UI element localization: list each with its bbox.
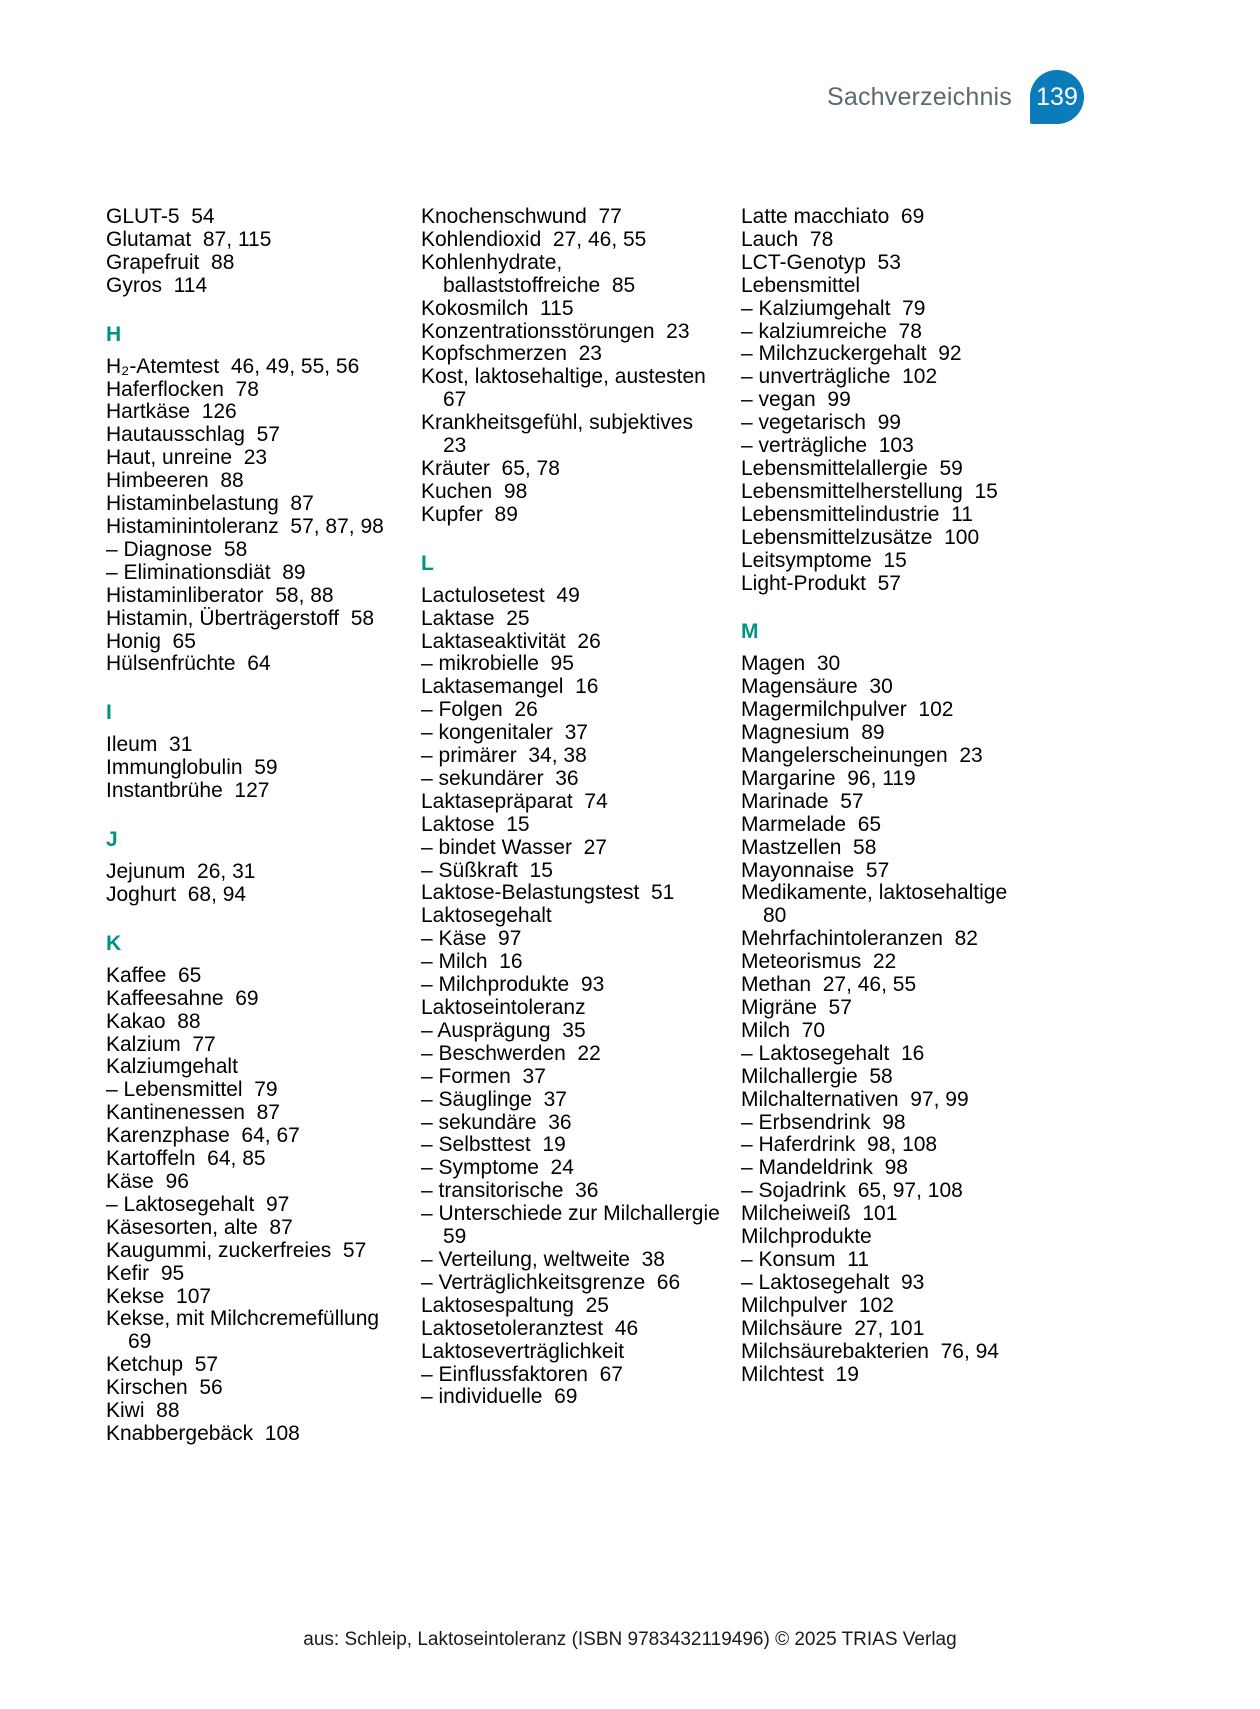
index-entry: Laktaseaktivität 26 [421, 629, 601, 653]
index-entry: Milchalternativen 97, 99 [741, 1087, 969, 1111]
index-entry: – primärer 34, 38 [421, 744, 587, 768]
index-entry: Kohlenhydrate, [421, 250, 563, 274]
index-entry: – Käse 97 [421, 927, 522, 951]
index-entry: Magensäure 30 [741, 675, 893, 699]
index-entry: – Unterschiede zur Milchallergie [421, 1202, 720, 1226]
letter-heading-m: M [741, 620, 759, 644]
index-entry: Hartkäse 126 [106, 400, 237, 424]
index-entry: 59 [443, 1225, 467, 1249]
index-entry: Kirschen 56 [106, 1376, 223, 1400]
index-entry: Magermilchpulver 102 [741, 698, 954, 722]
index-entry: Haut, unreine 23 [106, 446, 268, 470]
column-2 [421, 206, 741, 1446]
index-entry: Kaffeesahne 69 [106, 986, 259, 1010]
column-1 [106, 206, 421, 1446]
index-entry: – bindet Wasser 27 [421, 835, 607, 859]
index-entry: Kräuter 65, 78 [421, 456, 560, 480]
index-entry: Lactulosetest 49 [421, 583, 580, 607]
index-entry: Kupfer 89 [421, 502, 518, 526]
letter-heading-i: I [106, 701, 112, 725]
index-entry: Milchallergie 58 [741, 1064, 893, 1088]
index-entry: Milcheiweiß 101 [741, 1202, 898, 1226]
index-entry: Grapefruit 88 [106, 250, 235, 274]
index-entry: – Diagnose 58 [106, 537, 248, 561]
index-entry: Histaminliberator 58, 88 [106, 583, 334, 607]
index-entry: – Laktosegehalt 16 [741, 1041, 925, 1065]
index-entry: Laktoseverträglichkeit [421, 1339, 625, 1363]
index-entry: Kefir 95 [106, 1261, 185, 1285]
index-entry: Magen 30 [741, 652, 841, 676]
index-entry: Kohlendioxid 27, 46, 55 [421, 227, 647, 251]
index-entry: Milchsäure 27, 101 [741, 1316, 925, 1340]
page-number-badge [1030, 70, 1084, 124]
index-entry: Kekse 107 [106, 1284, 212, 1308]
index-entry: Methan 27, 46, 55 [741, 973, 917, 997]
index-entry: Lebensmittelherstellung 15 [741, 479, 998, 503]
index-entry: – sekundäre 36 [421, 1110, 572, 1134]
index-entry: Kokosmilch 115 [421, 296, 574, 320]
index-entry: – Verteilung, weltweite 38 [421, 1247, 665, 1271]
index-entry: – Mandeldrink 98 [741, 1156, 908, 1180]
page-number-text: 139 [1036, 82, 1078, 111]
index-entry: Haferflocken 78 [106, 377, 259, 401]
index-entry: – Süßkraft 15 [421, 858, 553, 882]
index-entry: Laktoseintoleranz [421, 996, 586, 1019]
index-entry: Kekse, mit Milchcremefüllung [106, 1307, 380, 1331]
index-entry: Käsesorten, alte 87 [106, 1215, 293, 1239]
index-entry: Ketchup 57 [106, 1353, 219, 1377]
index-entry: – Laktosegehalt 97 [106, 1192, 290, 1216]
index-entry: Glutamat 87, 115 [106, 227, 272, 251]
index-entry: – verträgliche 103 [741, 434, 914, 458]
index-entry: – Säuglinge 37 [421, 1087, 567, 1111]
index-entry: 23 [443, 434, 467, 458]
index-entry: Honig 65 [106, 629, 196, 653]
index-entry: Laktasepräparat 74 [421, 789, 608, 813]
index-entry: Lebensmittelzusätze 100 [741, 525, 980, 549]
index-entry: Kartoffeln 64, 85 [106, 1147, 266, 1171]
index-entry: Mayonnaise 57 [741, 858, 890, 882]
index-entry: – kongenitaler 37 [421, 721, 588, 745]
index-entry: – Milchprodukte 93 [421, 973, 605, 997]
index-entry: Laktosespaltung 25 [421, 1293, 609, 1317]
page-title: Sachverzeichnis [826, 82, 1012, 111]
index-entry: – Beschwerden 22 [421, 1041, 601, 1065]
index-entry: – Konsum 11 [741, 1247, 870, 1271]
index-entry: – Formen 37 [421, 1064, 546, 1088]
index-entry: Mastzellen 58 [741, 835, 877, 859]
index-entry: Mangelerscheinungen 23 [741, 744, 983, 768]
index-entry: Kakao 88 [106, 1009, 201, 1033]
index-entry: LCT-Genotyp 53 [741, 250, 901, 274]
index-entry: Hülsenfrüchte 64 [106, 652, 271, 676]
index-entry: – unverträgliche 102 [741, 365, 938, 389]
index-entry: Margarine 96, 119 [741, 766, 916, 790]
index-entry: Milchtest 19 [741, 1362, 859, 1386]
column-3 [741, 206, 1071, 1446]
index-entry: Lebensmittelindustrie 11 [741, 502, 973, 526]
index-entry: Gyros 114 [106, 273, 208, 297]
index-entry: – Milch 16 [421, 950, 523, 974]
letter-heading-j: J [106, 828, 118, 852]
index-entry: Latte macchiato 69 [741, 205, 925, 228]
index-entry: Laktosegehalt [421, 904, 552, 928]
index-entry: Histaminbelastung 87 [106, 492, 314, 516]
index-entry: Instantbrühe 127 [106, 779, 270, 803]
index-entry: – Einflussfaktoren 67 [421, 1362, 623, 1386]
index-entry: Marinade 57 [741, 789, 864, 813]
index-entry: – Lebensmittel 79 [106, 1078, 278, 1102]
index-entry: – vegan 99 [741, 388, 851, 412]
index-entry: Knochenschwund 77 [421, 205, 622, 228]
index-entry: Magnesium 89 [741, 721, 885, 745]
index-entry: 67 [443, 388, 467, 412]
index-entry: – Verträglichkeitsgrenze 66 [421, 1270, 681, 1294]
index-entry: Kantinenessen 87 [106, 1101, 280, 1125]
index-entry: Medikamente, laktosehaltige [741, 881, 1008, 905]
index-entry: – Folgen 26 [421, 698, 538, 722]
index-entry: Kaffee 65 [106, 963, 202, 987]
index-entry: Mehrfachintoleranzen 82 [741, 927, 978, 951]
index-entry: Milchpulver 102 [741, 1293, 894, 1317]
index-entry: Laktose-Belastungstest 51 [421, 881, 675, 905]
index-entry: – Milchzuckergehalt 92 [741, 342, 962, 366]
index-columns [106, 206, 1116, 1446]
index-entry: – Sojadrink 65, 97, 108 [741, 1179, 963, 1203]
index-entry: – Erbsendrink 98 [741, 1110, 906, 1134]
index-entry: Immunglobulin 59 [106, 756, 278, 780]
index-entry: Hautausschlag 57 [106, 423, 280, 447]
footer-source-line: aus: Schleip, Laktoseintoleranz (ISBN 9783432119496) © 2025 TRIAS Verlag [303, 1629, 957, 1650]
index-entry: Migräne 57 [741, 996, 852, 1019]
index-entry: Kalzium 77 [106, 1032, 216, 1056]
index-entry: Konzentrationsstörungen 23 [421, 319, 690, 343]
index-entry: Laktosetoleranztest 46 [421, 1316, 639, 1340]
index-entry: Histaminintoleranz 57, 87, 98 [106, 514, 384, 538]
index-entry: Laktasemangel 16 [421, 675, 599, 699]
index-entry: – Selbsttest 19 [421, 1133, 566, 1157]
index-entry: Himbeeren 88 [106, 469, 244, 493]
index-entry: – kalziumreiche 78 [741, 319, 922, 343]
index-entry: Käse 96 [106, 1170, 189, 1193]
index-entry: Milchprodukte [741, 1225, 872, 1249]
index-entry: Kiwi 88 [106, 1399, 180, 1423]
index-entry: Jejunum 26, 31 [106, 860, 256, 884]
index-entry: Kalziumgehalt [106, 1055, 238, 1079]
index-entry: – Symptome 24 [421, 1156, 574, 1180]
index-entry: 80 [763, 904, 787, 928]
letter-heading-l: L [421, 551, 434, 575]
running-header [827, 70, 1084, 124]
index-entry: Joghurt 68, 94 [106, 882, 247, 906]
index-entry: Milchsäurebakterien 76, 94 [741, 1339, 999, 1363]
index-entry: Histamin, Überträgerstoff 58 [106, 606, 375, 630]
index-entry: Laktase 25 [421, 606, 530, 630]
index-entry: GLUT-5 54 [106, 205, 215, 228]
index-entry: – sekundärer 36 [421, 766, 579, 790]
index-entry: Lebensmittelallergie 59 [741, 456, 963, 480]
index-entry: Knabbergebäck 108 [106, 1421, 300, 1445]
index-entry: Kuchen 98 [421, 479, 528, 503]
letter-heading-h: H [106, 322, 122, 346]
index-entry: – individuelle 69 [421, 1385, 578, 1409]
index-entry: Krankheitsgefühl, subjektives [421, 411, 693, 435]
index-entry: Marmelade 65 [741, 812, 882, 836]
index-entry: – mikrobielle 95 [421, 652, 574, 676]
index-entry: – Kalziumgehalt 79 [741, 296, 926, 320]
index-entry: – Ausprägung 35 [421, 1018, 586, 1042]
index-entry: Laktose 15 [421, 812, 530, 836]
index-entry: – vegetarisch 99 [741, 411, 901, 435]
index-entry: – Haferdrink 98, 108 [741, 1133, 938, 1157]
index-entry: Kost, laktosehaltige, austesten [421, 365, 706, 389]
index-entry: Lebensmittel [741, 273, 861, 297]
index-entry: Milch 70 [741, 1018, 826, 1042]
index-entry: – Eliminationsdiät 89 [106, 560, 306, 584]
index-entry: Leitsymptome 15 [741, 548, 907, 572]
index-entry: Ileum 31 [106, 733, 193, 757]
index-entry: – transitorische 36 [421, 1179, 599, 1203]
index-entry: Meteorismus 22 [741, 950, 897, 974]
index-entry: Karenzphase 64, 67 [106, 1124, 300, 1148]
index-entry: ballaststoffreiche 85 [443, 273, 636, 297]
index-entry: – Laktosegehalt 93 [741, 1270, 925, 1294]
index-entry: 69 [128, 1330, 152, 1354]
index-entry: Lauch 78 [741, 227, 834, 251]
index-entry: Light-Produkt 57 [741, 571, 901, 595]
index-entry: Kaugummi, zuckerfreies 57 [106, 1238, 367, 1262]
index-entry: Kopfschmerzen 23 [421, 342, 602, 366]
index-entry: H₂-Atemtest 46, 49, 55, 56 [106, 354, 360, 378]
letter-heading-k: K [106, 931, 122, 955]
